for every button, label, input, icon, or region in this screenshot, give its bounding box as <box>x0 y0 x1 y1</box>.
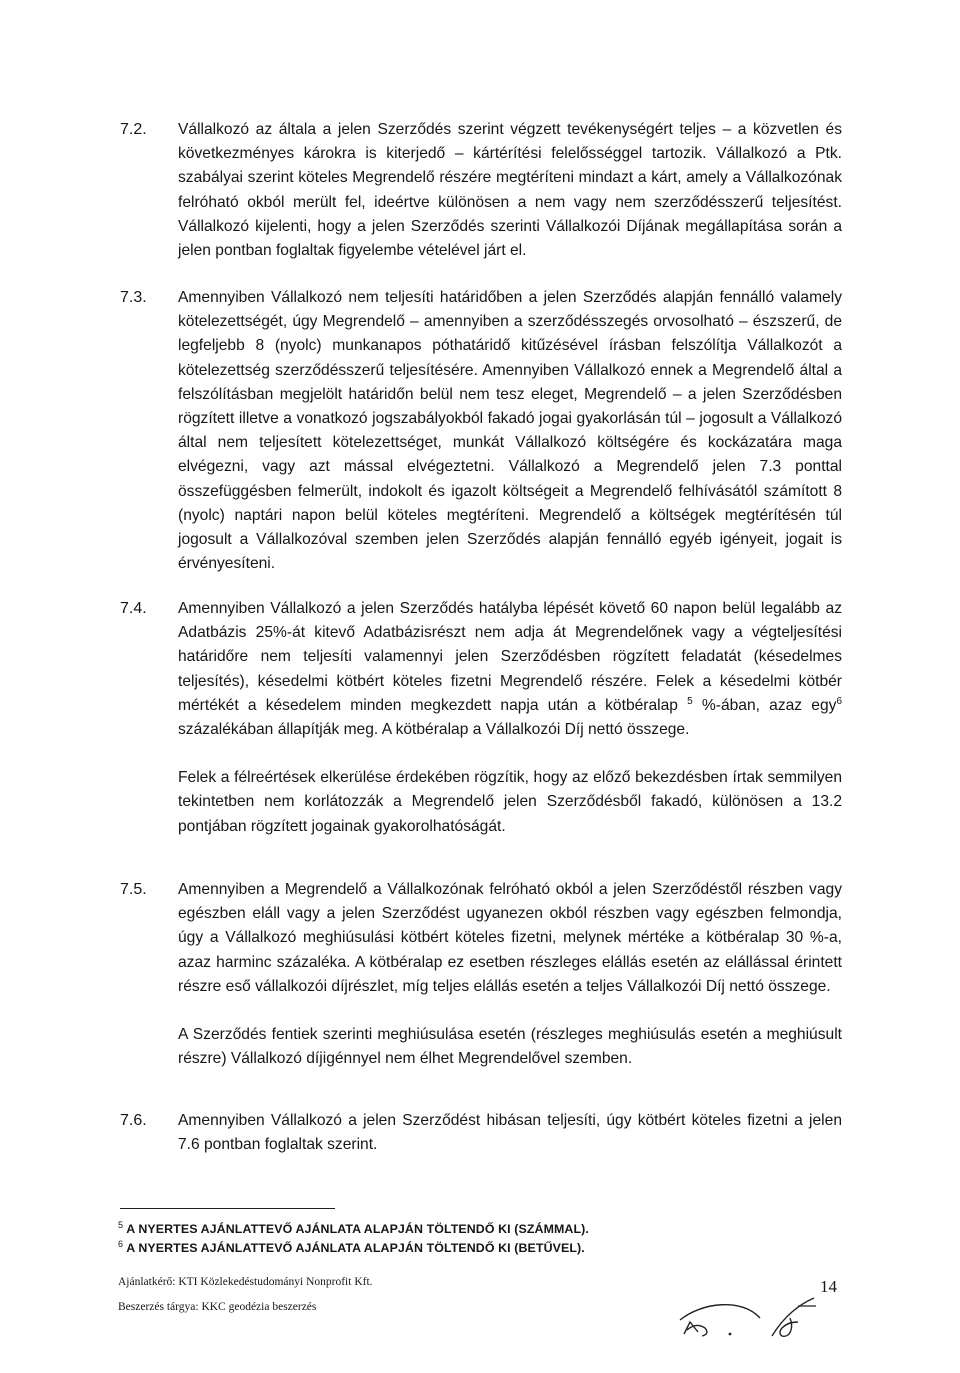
footer-requester: Ajánlatkérő: KTI Közlekedéstudományi Nonprofit Kft. <box>118 1276 373 1288</box>
section-body <box>178 286 842 576</box>
paragraph-text: Amennyiben Vállalkozó a jelen Szerződés hatályba lépését követő 60 napon belül legalább az Adatbázis 25%-át kitevő Adatbázisrészt nem adja át Megrendelőnek vagy a végteljesítési határidőre nem teljesíti valamennyi jelen Szerződésben rögzített feladatát (késedelmes teljesítés), késedelmi kötbért köteles fizetni Megrendelő részére. Felek a késedelmi kötbér mértékét a késedelem minden megkezdett napja után a kötbéralap <box>178 600 842 714</box>
footnote-text: A NYERTES AJÁNLATTEVŐ AJÁNLATA ALAPJÁN TÖLTENDŐ KI (SZÁMMAL). <box>126 1222 589 1236</box>
paragraph-text: %-ában, azaz egy <box>692 696 837 714</box>
section-7-4 <box>120 597 842 839</box>
page-number: 14 <box>820 1277 837 1296</box>
section-body <box>178 118 842 263</box>
paragraph: Amennyiben a Megrendelő a Vállalkozónak felróható okból a jelen Szerződéstől részben vagy egészben eláll vagy a jelen Szerződést ugyanezen okból részben vagy egészben felmondja, úgy a Vállalkozó meghiúsulási kötbért köteles fizetni, melynek mértéke a kötbéralap 30 %-a, azaz harminc százaléka. A kötbéralap ez esetben részleges elállás esetén az elállással érintett részre eső vállalkozói díjrészlet, míg teljes elállás esetén a teljes Vállalkozói Díj nettó összege. <box>178 881 842 995</box>
section-body <box>178 1109 842 1157</box>
footnote <box>118 1240 585 1256</box>
paragraph <box>178 597 842 742</box>
section-body <box>178 597 842 839</box>
footnote-mark: 5 <box>118 1219 124 1230</box>
section-body <box>178 878 842 1071</box>
section-7-2 <box>120 118 842 263</box>
footnote-mark: 6 <box>118 1238 124 1249</box>
section-7-3 <box>120 286 842 576</box>
paragraph: A Szerződés fentiek szerinti meghiúsulása esetén (részleges meghiúsulás esetén a meghiúsult részre) Vállalkozó díjigénnyel nem élhet Megrendelővel szemben. <box>178 1026 842 1068</box>
paragraph: Vállalkozó az általa a jelen Szerződés szerint végzett tevékenységért teljes – a közvetlen és következményes károkra is kiterjedő – kártérítési felelősséggel tartozik. Vállalkozó a Ptk. szabályai szerint köteles Megrendelő részére megtéríteni mindazt a kárt, amely a Vállalkozónak felróható okból merült fel, ideértve különösen a nem vagy nem szerződésszerű teljesítést. Vállalkozó kijelenti, hogy a jelen Szerződés szerinti Vállalkozói Díjának megállapítása során a jelen pontban foglaltak figyelembe vételével járt el. <box>178 121 842 260</box>
footnote-ref: 5 <box>687 695 693 707</box>
paragraph: Amennyiben Vállalkozó nem teljesíti határidőben a jelen Szerződés alapján fennálló valamely kötelezettségét, úgy Megrendelő – amennyiben a szerződésszegés orvosolható – észszerű, de legfeljebb 8 (nyolc) munkanapos póthatáridő kitűzésével írásban felszólítja Vállalkozót a kötelezettség szerződésszerű teljesítésére. Amennyiben Vállalkozó ennek a Megrendelő által a felszólításban megjelölt határidőn belül nem tesz eleget, Megrendelő – a jelen Szerződésben rögzített illetve a vonatkozó jogszabályokból fakadó jogai gyakorlásán túl – jogosult a Vállalkozó által nem teljesített kötelezettséget, munkát Vállalkozó költségére és kockázatára maga elvégezni, vagy azt mással elvégeztetni. Vállalkozó a Megrendelő jelen 7.3 ponttal összefüggésben felmerült, indokolt és igazolt költségeit a Megrendelő felhívásától számított 8 (nyolc) naptári napon belül köteles megtéríteni. Megrendelő a költségek megtérítésén túl jogosult a Vállalkozóval szemben jelen Szerződés alapján fennálló egyéb igényeit, jogait is érvényesíteni. <box>178 289 842 573</box>
footnote-ref: 6 <box>836 695 842 707</box>
paragraph: Felek a félreértések elkerülése érdekében rögzítik, hogy az előző bekezdésben írtak semmilyen tekintetben nem korlátozzák a Megrendelő jelen Szerződésből fakadó, különösen a 13.2 pontjában rögzített jogainak gyakorolhatóságát. <box>178 769 842 835</box>
section-number: 7.6. <box>120 1112 147 1129</box>
paragraph-text: százalékában állapítják meg. A kötbéralap a Vállalkozói Díj nettó összege. <box>178 721 690 739</box>
section-number: 7.5. <box>120 881 147 898</box>
footer-subject: Beszerzés tárgya: KKC geodézia beszerzés <box>118 1301 317 1313</box>
footnote-divider <box>120 1208 335 1209</box>
handwritten-initials <box>672 1292 842 1352</box>
paragraph: Amennyiben Vállalkozó a jelen Szerződést hibásan teljesíti, úgy kötbért köteles fizetni a jelen 7.6 pontban foglaltak szerint. <box>178 1112 842 1154</box>
section-7-6 <box>120 1109 842 1157</box>
section-number: 7.3. <box>120 289 147 306</box>
footnote <box>118 1221 589 1237</box>
section-7-5 <box>120 878 842 1071</box>
footnote-text: A NYERTES AJÁNLATTEVŐ AJÁNLATA ALAPJÁN TÖLTENDŐ KI (BETŰVEL). <box>126 1241 585 1255</box>
section-number: 7.2. <box>120 121 147 138</box>
section-number: 7.4. <box>120 600 147 617</box>
